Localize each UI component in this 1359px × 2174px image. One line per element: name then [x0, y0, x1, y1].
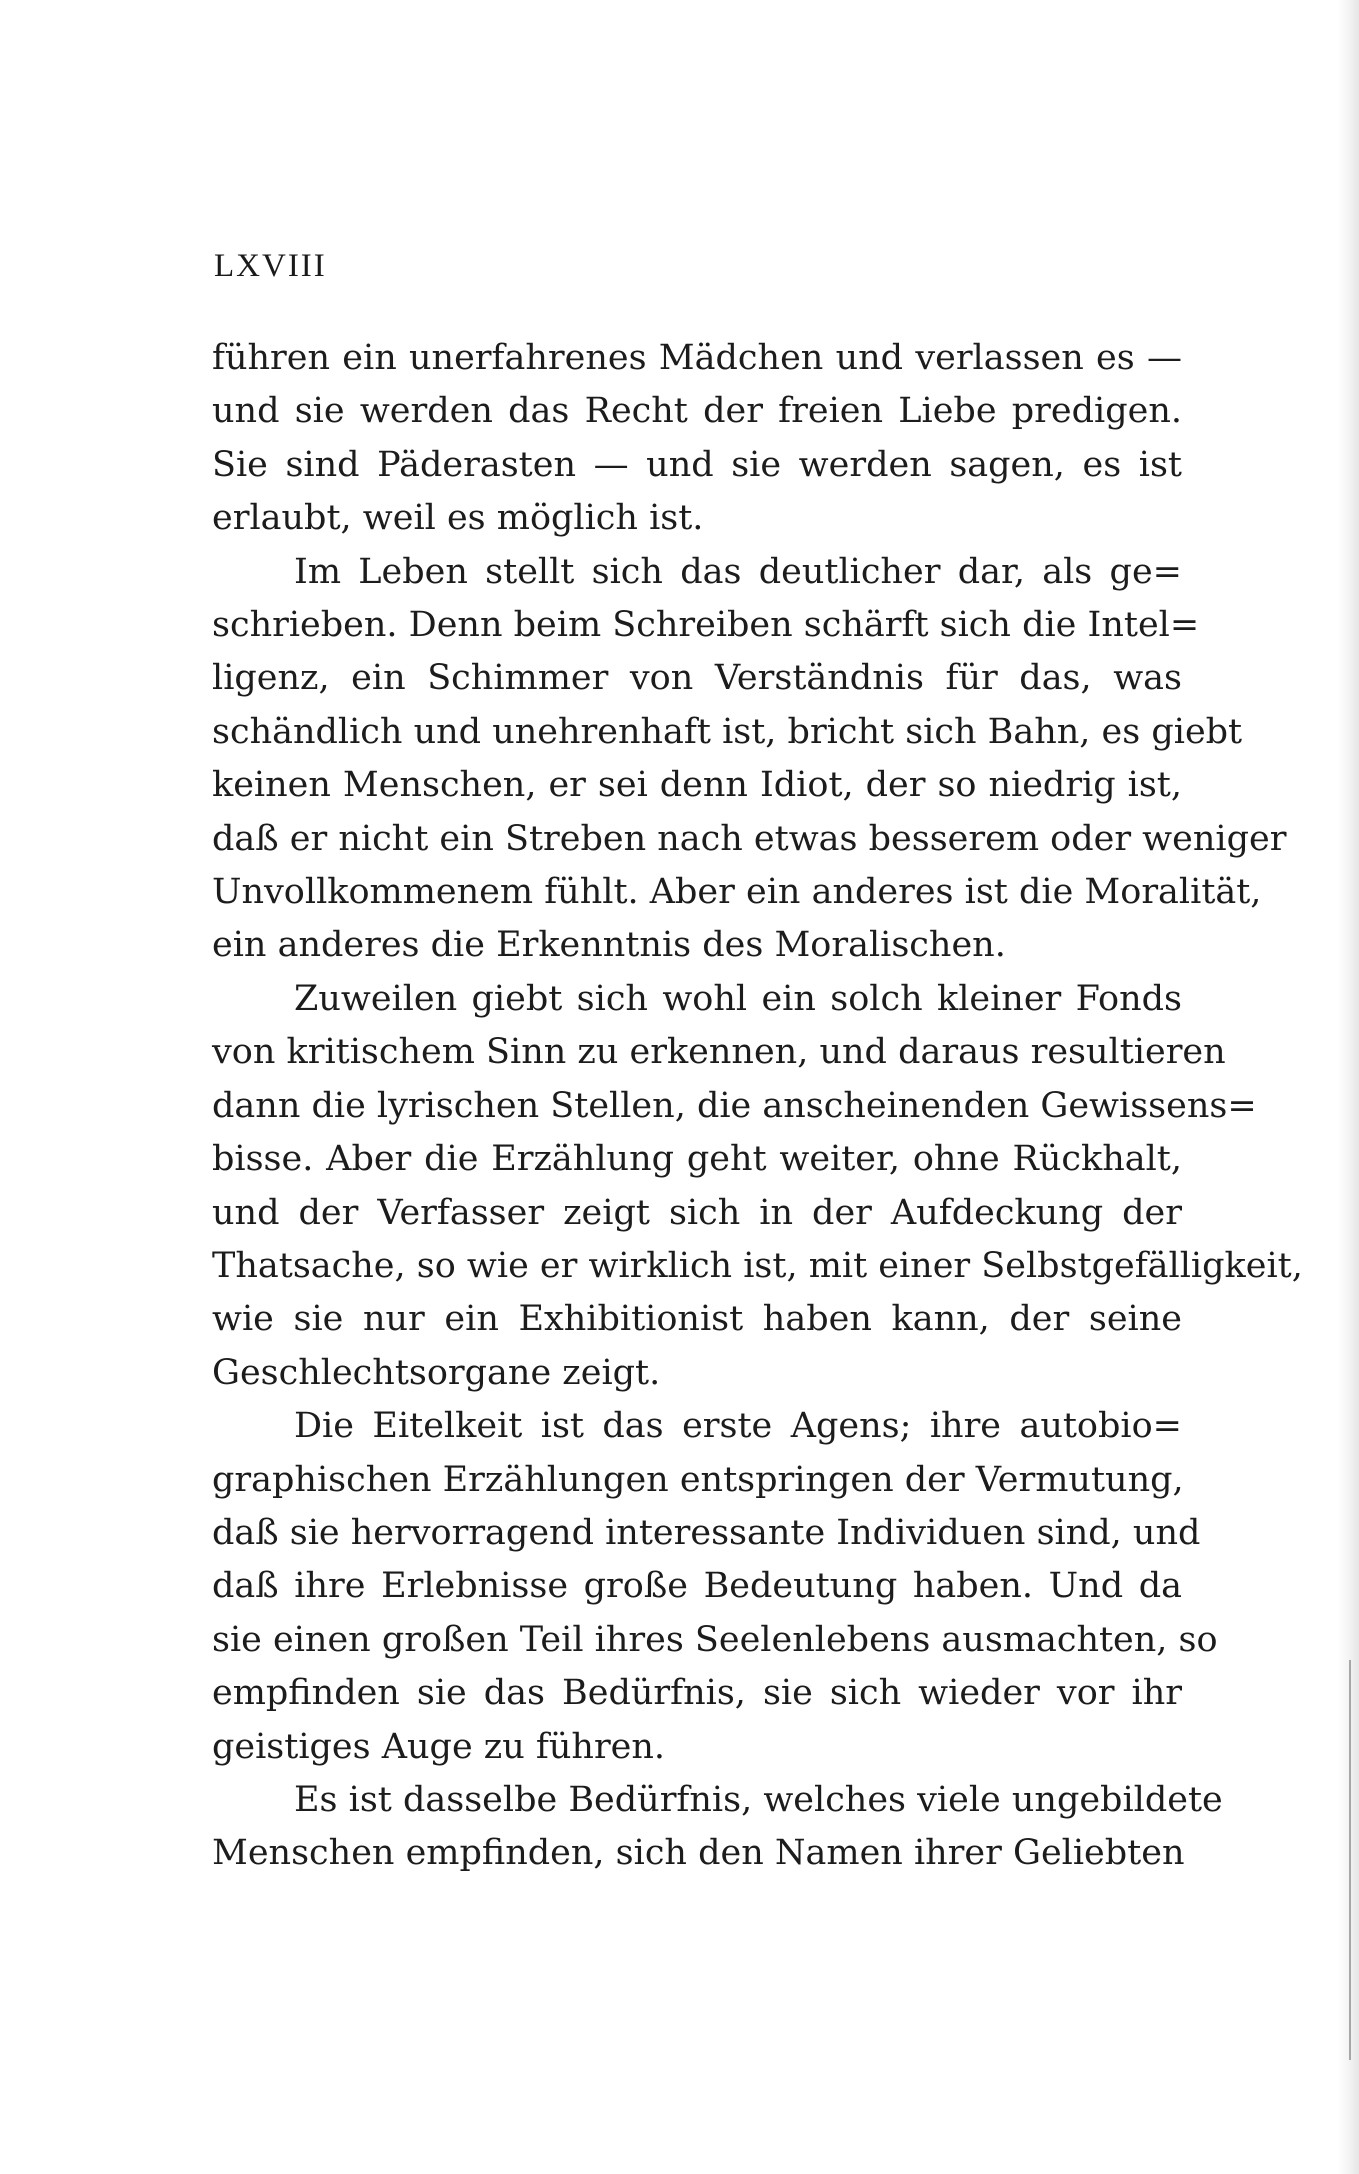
- text-line: geistiges Auge zu führen.: [212, 1726, 666, 1767]
- page-edge-shadow: [1337, 0, 1359, 2174]
- text-line: Im Leben stellt sich das deutlicher dar, als ge=: [294, 551, 1182, 592]
- text-line: sie einen großen Teil ihres Seelenlebens ausmachten, so: [212, 1619, 1218, 1660]
- text-line: und sie werden das Recht der freien Liebe predigen.: [212, 391, 1182, 432]
- text-line: Menschen empfinden, sich den Namen ihrer Geliebten: [212, 1833, 1185, 1874]
- text-line: führen ein unerfahrenes Mädchen und verlassen es —: [212, 338, 1182, 378]
- text-line: Sie sind Päderasten — und sie werden sagen, es ist: [212, 444, 1182, 485]
- text-line: wie sie nur ein Exhibitionist haben kann, der seine: [212, 1299, 1182, 1340]
- text-line: Unvollkommenem fühlt. Aber ein anderes ist die Moralität,: [212, 872, 1262, 913]
- text-line: Die Eitelkeit ist das erste Agens; ihre autobio=: [294, 1406, 1182, 1447]
- text-line: dann die lyrischen Stellen, die anscheinenden Gewissens=: [212, 1085, 1257, 1126]
- text-line: ligenz, ein Schimmer von Verständnis für das, was: [212, 658, 1182, 699]
- text-line: schändlich und unehrenhaft ist, bricht sich Bahn, es giebt: [212, 711, 1243, 752]
- text-line: Es ist dasselbe Bedürfnis, welches viele ungebildete: [294, 1779, 1223, 1820]
- text-line: daß sie hervorragend interessante Individuen sind, und: [212, 1512, 1201, 1553]
- paragraph: [212, 1400, 1218, 1774]
- text-line: ein anderes die Erkenntnis des Moralischen.: [212, 925, 1006, 966]
- page-edge-line: [1349, 1660, 1351, 2060]
- paragraph: [212, 1774, 1223, 1881]
- text-line: von kritischem Sinn zu erkennen, und daraus resultieren: [212, 1032, 1226, 1073]
- text-line: schrieben. Denn beim Schreiben schärft sich die Intel=: [212, 605, 1200, 646]
- text-line: Geschlechtsorgane zeigt.: [212, 1352, 661, 1393]
- text-line: empfinden sie das Bedürfnis, sie sich wieder vor ihr: [212, 1673, 1182, 1714]
- body-text: [212, 332, 1303, 1881]
- paragraph: [212, 546, 1287, 973]
- page-number: LXVIII: [214, 248, 327, 284]
- paragraph: [212, 332, 1182, 546]
- text-line: daß er nicht ein Streben nach etwas besserem oder weniger: [212, 818, 1287, 859]
- text-line: graphischen Erzählungen entspringen der Vermutung,: [212, 1459, 1184, 1500]
- text-line: erlaubt, weil es möglich ist.: [212, 498, 704, 539]
- paragraph: [212, 973, 1303, 1400]
- text-line: bisse. Aber die Erzählung geht weiter, ohne Rückhalt,: [212, 1139, 1182, 1180]
- text-line: Zuweilen giebt sich wohl ein solch kleiner Fonds: [294, 978, 1182, 1019]
- text-line: daß ihre Erlebnisse große Bedeutung haben. Und da: [212, 1566, 1182, 1607]
- text-line: und der Verfasser zeigt sich in der Aufdeckung der: [212, 1192, 1182, 1233]
- text-line: Thatsache, so wie er wirklich ist, mit einer Selbstgefälligkeit,: [212, 1245, 1303, 1286]
- text-line: keinen Menschen, er sei denn Idiot, der so niedrig ist,: [212, 765, 1182, 806]
